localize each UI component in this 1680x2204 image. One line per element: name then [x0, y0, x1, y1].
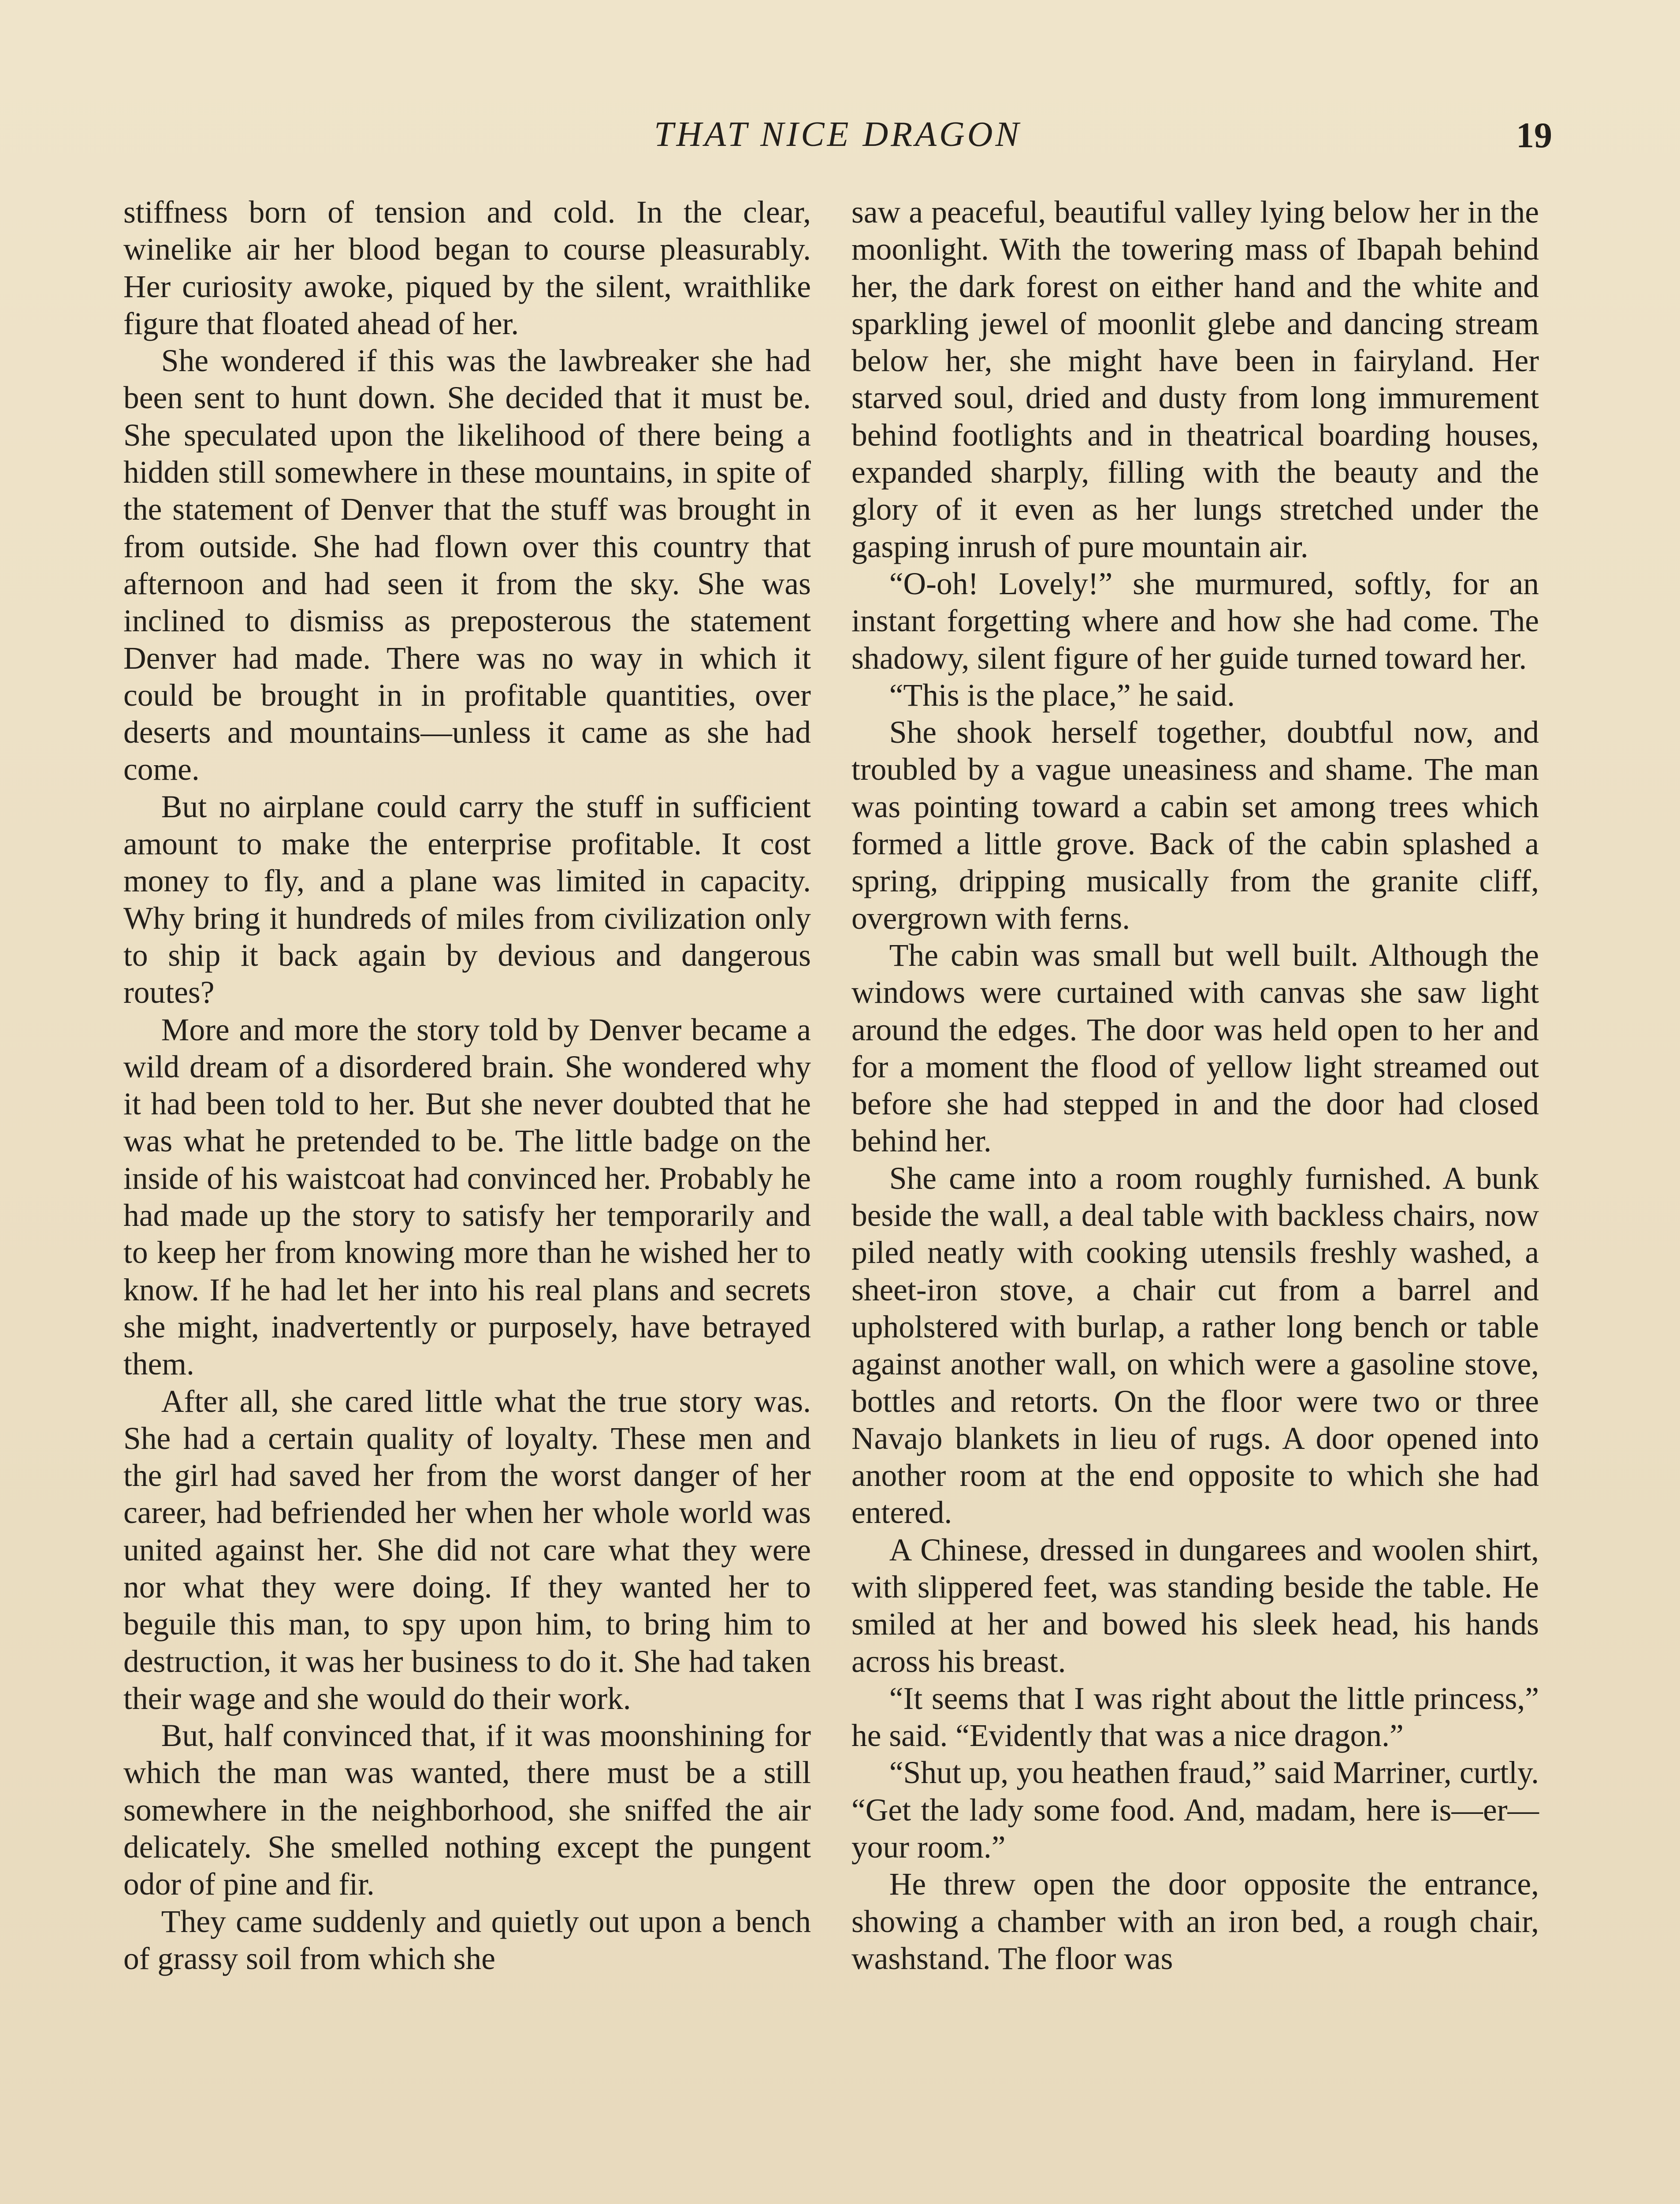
paragraph: saw a peaceful, beautiful valley lying below her in the moonlight. With the towering mass of Ibapah behind her, the dark forest on either hand and the white and sparkling jewel of moonlit glebe and dancing stream below her, she might have been in fairyland. Her starved soul, dried and dusty from long immurement behind footlights and in theatrical boarding houses, expanded sharply, filling with the beauty and the glory of it even as her lungs stretched under the gasping inrush of pure mountain air. [851, 195, 1539, 564]
paragraph: She shook herself together, doubtful now, and troubled by a vague uneasiness and shame. The man was pointing toward a cabin set among trees which formed a little grove. Back of the cabin splashed a spring, dripping musically from the granite cliff, overgrown with ferns. [851, 715, 1539, 936]
paragraph: “It seems that I was right about the little princess,” he said. “Evidently that was a nice dragon.” [851, 1681, 1539, 1754]
paragraph: After all, she cared little what the true story was. She had a certain quality of loyalty. These men and the girl had saved her from the worst danger of her career, had befriended her when her whole world was united against her. She did not care what they were nor what they were doing. If they wanted her to beguile this man, to spy upon him, to bring him to destruction, it was her business to do it. She had taken their wage and she would do their work. [123, 1384, 811, 1716]
left-column [123, 194, 811, 1977]
paragraph: “Shut up, you heathen fraud,” said Marriner, curtly. “Get the lady some food. And, madam, here is—er—your room.” [851, 1755, 1539, 1865]
page-header [123, 106, 1552, 168]
paragraph: She came into a room roughly furnished. A bunk beside the wall, a deal table with backless chairs, now piled neatly with cooking utensils freshly washed, a sheet-iron stove, a chair cut from a barrel and upholstered with burlap, a rather long bench or table against another wall, on which were a gasoline stove, bottles and retorts. On the floor were two or three Navajo blankets in lieu of rugs. A door opened into another room at the end opposite to which she had entered. [851, 1161, 1539, 1530]
page-number: 19 [1516, 115, 1552, 155]
paragraph: “O-oh! Lovely!” she murmured, softly, for an instant forgetting where and how she had come. The shadowy, silent figure of her guide turned toward her. [851, 566, 1539, 676]
paragraph: She wondered if this was the lawbreaker she had been sent to hunt down. She decided that it must be. She speculated upon the likelihood of there being a hidden still somewhere in these mountains, in spite of the statement of Denver that the stuff was brought in from outside. She had flown over this country that afternoon and had seen it from the sky. She was inclined to dismiss as preposterous the statement Denver had made. There was no way in which it could be brought in in profitable quantities, over deserts and mountains—unless it came as she had come. [123, 343, 811, 787]
paragraph: A Chinese, dressed in dungarees and woolen shirt, with slippered feet, was standing beside the table. He smiled at her and bowed his sleek head, his hands across his breast. [851, 1532, 1539, 1679]
paragraph: But no airplane could carry the stuff in sufficient amount to make the enterprise profitable. It cost money to fly, and a plane was limited in capacity. Why bring it hundreds of miles from civilization only to ship it back again by devious and dangerous routes? [123, 789, 811, 1010]
paragraph: More and more the story told by Denver became a wild dream of a disordered brain. She wondered why it had been told to her. But she never doubted that he was what he pretended to be. The little badge on the inside of his waistcoat had convinced her. Probably he had made up the story to satisfy her temporarily and to keep her from knowing more than he wished her to know. If he had let her into his real plans and secrets she might, inadvertently or purposely, have betrayed them. [123, 1012, 811, 1382]
paragraph: stiffness born of tension and cold. In the clear, winelike air her blood began to course pleasurably. Her curiosity awoke, piqued by the silent, wraithlike figure that floated ahead of her. [123, 195, 811, 341]
paragraph: “This is the place,” he said. [889, 678, 1235, 713]
paragraph: But, half convinced that, if it was moonshining for which the man was wanted, there must be a still somewhere in the neighborhood, she sniffed the air delicately. She smelled nothing except the pungent odor of pine and fir. [123, 1718, 811, 1902]
running-title: THAT NICE DRAGON [654, 115, 1022, 154]
paragraph: He threw open the door opposite the entrance, showing a chamber with an iron bed, a rough chair, washstand. The floor was [851, 1867, 1539, 1976]
right-column [851, 194, 1539, 1977]
paragraph: They came suddenly and quietly out upon a bench of grassy soil from which she [123, 1904, 811, 1976]
paragraph: The cabin was small but well built. Although the windows were curtained with canvas she saw light around the edges. The door was held open to her and for a moment the flood of yellow light streamed out before she had stepped in and the door had closed behind her. [851, 938, 1539, 1159]
